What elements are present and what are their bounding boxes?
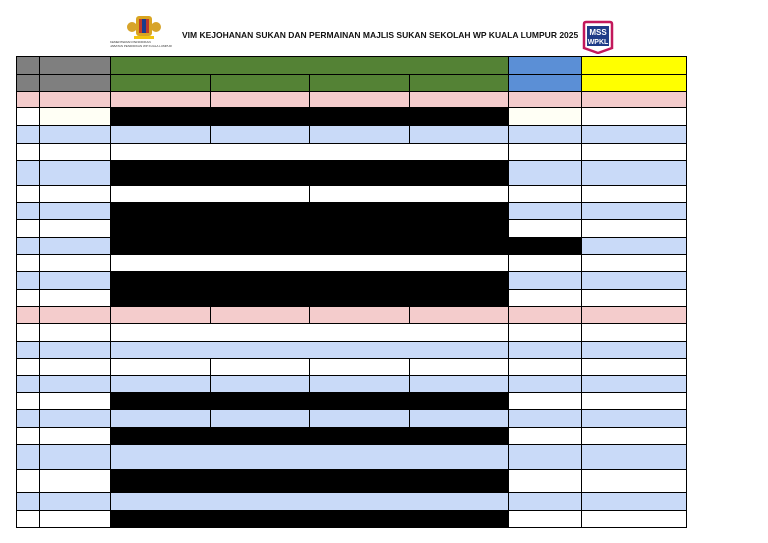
table-cell bbox=[16, 143, 40, 161]
table-cell bbox=[581, 323, 687, 342]
table-cell bbox=[16, 185, 40, 203]
table-cell bbox=[16, 202, 40, 220]
table-cell bbox=[16, 409, 40, 428]
table-cell bbox=[16, 254, 40, 272]
table-cell bbox=[581, 289, 687, 307]
table-cell bbox=[110, 306, 211, 324]
table-cell bbox=[581, 237, 687, 255]
table-cell bbox=[110, 185, 310, 203]
table-cell bbox=[409, 306, 509, 324]
table-cell bbox=[16, 289, 40, 307]
table-cell bbox=[309, 91, 410, 108]
table-cell bbox=[39, 237, 111, 255]
table-cell bbox=[39, 289, 111, 307]
table-cell bbox=[508, 91, 582, 108]
table-cell bbox=[39, 375, 111, 393]
table-cell bbox=[110, 392, 509, 410]
table-header-cell bbox=[581, 74, 687, 92]
table-cell bbox=[39, 254, 111, 272]
table-cell bbox=[110, 444, 509, 470]
table-cell bbox=[508, 125, 582, 144]
table-cell bbox=[581, 91, 687, 108]
table-cell bbox=[508, 254, 582, 272]
table-cell bbox=[210, 91, 310, 108]
mss-logo-text: MSS bbox=[589, 28, 607, 37]
table-cell bbox=[39, 358, 111, 376]
table-cell bbox=[39, 219, 111, 238]
table-cell bbox=[16, 125, 40, 144]
table-cell bbox=[409, 125, 509, 144]
table-cell bbox=[39, 271, 111, 290]
table-cell bbox=[39, 341, 111, 359]
table-cell bbox=[39, 427, 111, 445]
ministry-name: KEMENTERIAN PENDIDIKAN bbox=[110, 40, 151, 44]
table-cell bbox=[16, 392, 40, 410]
table-cell bbox=[16, 444, 40, 470]
table-cell bbox=[39, 323, 111, 342]
table-header-cell bbox=[39, 74, 111, 92]
table-cell bbox=[110, 125, 211, 144]
table-cell bbox=[508, 289, 582, 307]
table-cell bbox=[39, 143, 111, 161]
table-cell bbox=[110, 341, 509, 359]
table-cell bbox=[508, 375, 582, 393]
table-header-cell bbox=[210, 74, 310, 92]
table-cell bbox=[110, 160, 509, 186]
table-cell bbox=[508, 202, 582, 220]
wpkl-logo-text: WPKL bbox=[587, 39, 609, 46]
table-header-cell bbox=[16, 74, 40, 92]
table-cell bbox=[210, 375, 310, 393]
table-cell bbox=[581, 444, 687, 470]
table-cell bbox=[508, 323, 582, 342]
table-cell bbox=[16, 160, 40, 186]
table-cell bbox=[110, 202, 509, 220]
table-cell bbox=[16, 427, 40, 445]
table-cell bbox=[508, 392, 582, 410]
table-cell bbox=[16, 306, 40, 324]
table-cell bbox=[309, 409, 410, 428]
table-cell bbox=[110, 254, 509, 272]
table-cell bbox=[581, 375, 687, 393]
table-cell bbox=[110, 91, 211, 108]
table-cell bbox=[16, 237, 40, 255]
table-cell bbox=[508, 427, 582, 445]
table-header-cell bbox=[110, 74, 211, 92]
table-cell bbox=[110, 492, 509, 511]
table-cell bbox=[581, 107, 687, 126]
table-cell bbox=[508, 444, 582, 470]
table-cell bbox=[110, 510, 509, 528]
table-cell bbox=[581, 358, 687, 376]
table-cell bbox=[110, 143, 509, 161]
table-cell bbox=[409, 358, 509, 376]
table-cell bbox=[110, 237, 582, 255]
table-cell bbox=[39, 392, 111, 410]
department-name: JABATAN PENDIDIKAN WP KUALA LUMPUR bbox=[110, 44, 172, 48]
table-cell bbox=[210, 306, 310, 324]
table-cell bbox=[409, 375, 509, 393]
table-cell bbox=[110, 107, 509, 126]
table-header-cell bbox=[581, 56, 687, 75]
table-cell bbox=[39, 202, 111, 220]
table-header-cell bbox=[110, 56, 509, 75]
table-cell bbox=[581, 219, 687, 238]
table-cell bbox=[508, 143, 582, 161]
table-cell bbox=[210, 409, 310, 428]
table-cell bbox=[110, 323, 509, 342]
table-cell bbox=[16, 323, 40, 342]
table-cell bbox=[16, 469, 40, 493]
table-cell bbox=[309, 375, 410, 393]
table-cell bbox=[39, 444, 111, 470]
table-cell bbox=[581, 254, 687, 272]
table-cell bbox=[581, 392, 687, 410]
table-cell bbox=[508, 358, 582, 376]
table-cell bbox=[581, 125, 687, 144]
table-cell bbox=[16, 358, 40, 376]
table-cell bbox=[39, 91, 111, 108]
table-cell bbox=[508, 341, 582, 359]
table-cell bbox=[16, 341, 40, 359]
table-cell bbox=[16, 510, 40, 528]
table-cell bbox=[16, 91, 40, 108]
table-cell bbox=[409, 409, 509, 428]
table-cell bbox=[508, 107, 582, 126]
table-cell bbox=[508, 409, 582, 428]
table-cell bbox=[39, 160, 111, 186]
table-cell bbox=[508, 492, 582, 511]
table-cell bbox=[39, 185, 111, 203]
table-cell bbox=[110, 409, 211, 428]
table-cell bbox=[110, 271, 509, 290]
table-cell bbox=[508, 185, 582, 203]
table-cell bbox=[508, 469, 582, 493]
table-cell bbox=[508, 306, 582, 324]
table-header-cell bbox=[16, 56, 40, 75]
table-cell bbox=[581, 306, 687, 324]
table-cell bbox=[309, 125, 410, 144]
table-cell bbox=[508, 510, 582, 528]
table-cell bbox=[39, 510, 111, 528]
table-cell bbox=[39, 409, 111, 428]
table-header-cell bbox=[309, 74, 410, 92]
table-cell bbox=[39, 492, 111, 511]
table-cell bbox=[110, 358, 211, 376]
table-header-cell bbox=[508, 74, 582, 92]
table-cell bbox=[581, 409, 687, 428]
table-cell bbox=[508, 160, 582, 186]
table-header-cell bbox=[508, 56, 582, 75]
table-cell bbox=[110, 219, 509, 238]
table-cell bbox=[16, 107, 40, 126]
table-cell bbox=[210, 358, 310, 376]
table-cell bbox=[39, 469, 111, 493]
table-cell bbox=[581, 341, 687, 359]
table-header-cell bbox=[39, 56, 111, 75]
table-cell bbox=[581, 427, 687, 445]
table-cell bbox=[110, 427, 509, 445]
table-cell bbox=[581, 160, 687, 186]
table-cell bbox=[16, 492, 40, 511]
table-header-cell bbox=[409, 74, 509, 92]
table-cell bbox=[581, 185, 687, 203]
table-cell bbox=[581, 143, 687, 161]
table-cell bbox=[508, 219, 582, 238]
table-cell bbox=[309, 358, 410, 376]
table-cell bbox=[110, 469, 509, 493]
table-cell bbox=[210, 125, 310, 144]
table-cell bbox=[581, 271, 687, 290]
table-cell bbox=[581, 510, 687, 528]
table-cell bbox=[110, 289, 509, 307]
table-cell bbox=[110, 375, 211, 393]
page-title: VIM KEJOHANAN SUKAN DAN PERMAINAN MAJLIS SUKAN SEKOLAH WP KUALA LUMPUR 2025 bbox=[182, 30, 579, 40]
table-cell bbox=[309, 185, 509, 203]
table-cell bbox=[508, 271, 582, 290]
table-cell bbox=[39, 107, 111, 126]
table-cell bbox=[16, 375, 40, 393]
table-cell bbox=[581, 492, 687, 511]
table-cell bbox=[16, 219, 40, 238]
table-cell bbox=[309, 306, 410, 324]
table-cell bbox=[409, 91, 509, 108]
table-cell bbox=[581, 469, 687, 493]
table-cell bbox=[39, 125, 111, 144]
table-cell bbox=[16, 271, 40, 290]
table-cell bbox=[39, 306, 111, 324]
table-cell bbox=[581, 202, 687, 220]
